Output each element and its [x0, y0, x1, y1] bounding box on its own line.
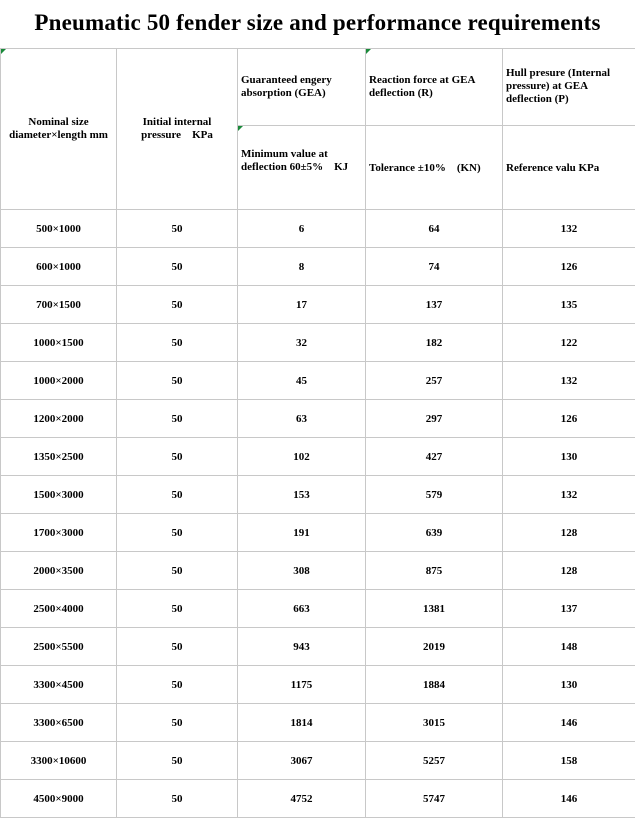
cell-reaction: 137 [366, 286, 503, 324]
cell-pressure: 50 [117, 590, 238, 628]
cell-hull: 122 [503, 324, 635, 362]
cell-size: 3300×4500 [1, 666, 117, 704]
header-initial-pressure [117, 49, 238, 210]
cell-reaction: 5257 [366, 742, 503, 780]
table-row [1, 210, 635, 248]
cell-hull: 126 [503, 400, 635, 438]
cell-size: 1000×2000 [1, 362, 117, 400]
cell-size: 2500×4000 [1, 590, 117, 628]
cell-size: 2500×5500 [1, 628, 117, 666]
cell-reaction: 639 [366, 514, 503, 552]
table-header [1, 49, 635, 210]
cell-hull: 158 [503, 742, 635, 780]
cell-size: 500×1000 [1, 210, 117, 248]
cell-size: 1000×1500 [1, 324, 117, 362]
table-row [1, 628, 635, 666]
cell-reaction: 64 [366, 210, 503, 248]
cell-hull: 146 [503, 780, 635, 818]
cell-hull: 135 [503, 286, 635, 324]
cell-reaction: 579 [366, 476, 503, 514]
cell-energy: 191 [238, 514, 366, 552]
cell-energy: 102 [238, 438, 366, 476]
cell-energy: 8 [238, 248, 366, 286]
cell-pressure: 50 [117, 742, 238, 780]
table-row [1, 362, 635, 400]
cell-energy: 63 [238, 400, 366, 438]
cell-hull: 132 [503, 476, 635, 514]
table-row [1, 742, 635, 780]
page-title: Pneumatic 50 fender size and performance requirements [34, 10, 601, 35]
header-reaction-sub-label: Tolerance ±10% (KN) [369, 162, 481, 174]
cell-hull: 126 [503, 248, 635, 286]
table-body [1, 210, 635, 818]
cell-pressure: 50 [117, 476, 238, 514]
cell-hull: 128 [503, 514, 635, 552]
cell-energy: 308 [238, 552, 366, 590]
table-row [1, 666, 635, 704]
cell-size: 3300×10600 [1, 742, 117, 780]
cell-reaction: 257 [366, 362, 503, 400]
cell-energy: 4752 [238, 780, 366, 818]
cell-energy: 32 [238, 324, 366, 362]
cell-hull: 132 [503, 210, 635, 248]
table-row [1, 552, 635, 590]
cell-hull: 130 [503, 438, 635, 476]
cell-energy: 3067 [238, 742, 366, 780]
cell-hull: 130 [503, 666, 635, 704]
cell-pressure: 50 [117, 248, 238, 286]
cell-energy: 1814 [238, 704, 366, 742]
cell-size: 700×1500 [1, 286, 117, 324]
cell-reaction: 3015 [366, 704, 503, 742]
header-gea-label: Guaranteed engery absorption (GEA) [241, 74, 332, 99]
cell-energy: 1175 [238, 666, 366, 704]
cell-reaction: 427 [366, 438, 503, 476]
cell-pressure: 50 [117, 666, 238, 704]
cell-size: 4500×9000 [1, 780, 117, 818]
cell-pressure: 50 [117, 628, 238, 666]
table-row [1, 476, 635, 514]
cell-energy: 943 [238, 628, 366, 666]
fender-spec-table [0, 48, 635, 818]
cell-hull: 132 [503, 362, 635, 400]
cell-hull: 128 [503, 552, 635, 590]
header-gea-sub-label: Minimum value at deflection 60±5% KJ [241, 148, 349, 173]
cell-pressure: 50 [117, 210, 238, 248]
cell-size: 3300×6500 [1, 704, 117, 742]
cell-reaction: 1381 [366, 590, 503, 628]
table-row [1, 248, 635, 286]
cell-reaction: 5747 [366, 780, 503, 818]
header-reaction-sub [366, 126, 503, 210]
header-reaction [366, 49, 503, 126]
header-hull-sub [503, 126, 635, 210]
cell-pressure: 50 [117, 552, 238, 590]
table-row [1, 400, 635, 438]
cell-energy: 17 [238, 286, 366, 324]
cell-pressure: 50 [117, 286, 238, 324]
cell-size: 2000×3500 [1, 552, 117, 590]
table-row [1, 514, 635, 552]
cell-energy: 6 [238, 210, 366, 248]
header-nominal-size [1, 49, 117, 210]
cell-pressure: 50 [117, 704, 238, 742]
cell-energy: 45 [238, 362, 366, 400]
cell-size: 1350×2500 [1, 438, 117, 476]
cell-energy: 153 [238, 476, 366, 514]
cell-reaction: 182 [366, 324, 503, 362]
cell-reaction: 2019 [366, 628, 503, 666]
cell-hull: 148 [503, 628, 635, 666]
cell-reaction: 1884 [366, 666, 503, 704]
cell-pressure: 50 [117, 438, 238, 476]
cell-reaction: 74 [366, 248, 503, 286]
cell-pressure: 50 [117, 514, 238, 552]
header-hull-label: Hull presure (Internal pressure) at GEA deflection (P) [506, 67, 611, 105]
header-gea-sub [238, 126, 366, 210]
cell-energy: 663 [238, 590, 366, 628]
cell-pressure: 50 [117, 324, 238, 362]
cell-hull: 146 [503, 704, 635, 742]
cell-size: 1700×3000 [1, 514, 117, 552]
cell-hull: 137 [503, 590, 635, 628]
table-row [1, 438, 635, 476]
header-initial-pressure-label: Initial internal pressure KPa [141, 116, 213, 141]
cell-size: 1500×3000 [1, 476, 117, 514]
cell-pressure: 50 [117, 400, 238, 438]
table-row [1, 590, 635, 628]
header-gea [238, 49, 366, 126]
header-reaction-label: Reaction force at GEA deflection (R) [369, 74, 475, 99]
cell-size: 1200×2000 [1, 400, 117, 438]
table-row [1, 780, 635, 818]
cell-reaction: 297 [366, 400, 503, 438]
table-row [1, 286, 635, 324]
cell-reaction: 875 [366, 552, 503, 590]
header-hull-sub-label: Reference valu KPa [506, 162, 600, 174]
table-row [1, 704, 635, 742]
header-hull [503, 49, 635, 126]
table-row [1, 324, 635, 362]
header-nominal-size-label: Nominal size diameter×length mm [9, 116, 108, 141]
cell-pressure: 50 [117, 362, 238, 400]
cell-pressure: 50 [117, 780, 238, 818]
cell-size: 600×1000 [1, 248, 117, 286]
